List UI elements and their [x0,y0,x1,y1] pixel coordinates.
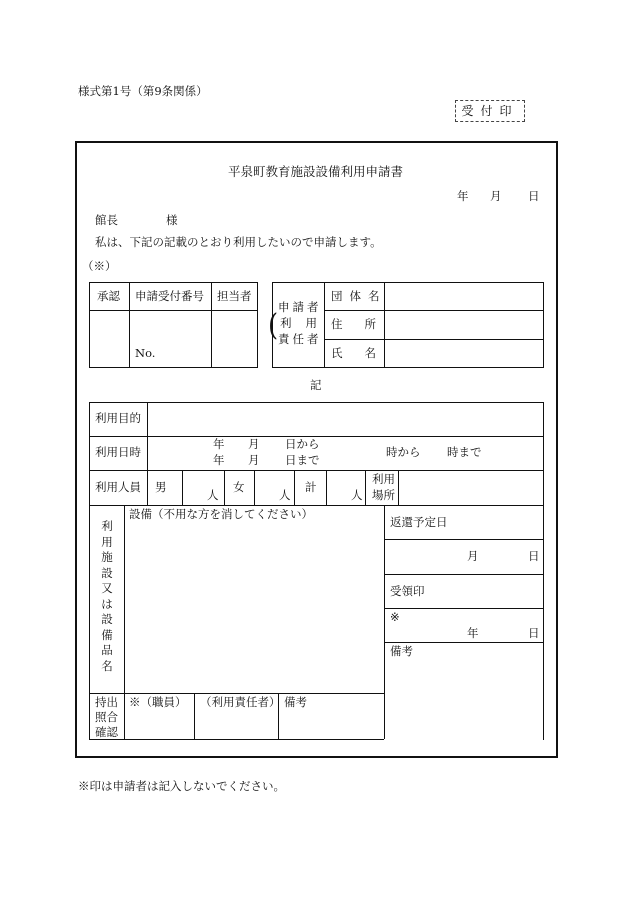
place-label-top: 利用 [372,472,395,486]
form-number: 様式第1号（第9条関係） [78,84,208,98]
facility-label: 利用施設又は設備品名 [101,519,113,673]
female-unit: 人 [279,488,291,502]
female-label: 女 [233,480,245,494]
approval-header: 承認 [97,289,120,303]
date-month-label: 月 [490,189,502,203]
to-month: 月 [248,453,260,467]
name-label: 氏名 [331,346,398,360]
staff-check-label: ※（職員） [129,695,187,709]
remarks-label: 備考 [390,644,413,658]
return-date-label: 返還予定日 [390,515,448,529]
time-from: 時から [386,445,421,459]
carryout-label-3: 確認 [95,725,118,739]
male-unit: 人 [207,488,219,502]
group-name-label: 団体名 [331,289,387,303]
address-label: 住所 [331,317,398,331]
receipt-seal-label: 受領印 [390,584,425,598]
addressee-title: 館長 [95,213,118,227]
carryout-label-1: 持出 [95,695,118,709]
carryout-label-2: 照合 [95,710,118,724]
from-month: 月 [248,437,260,451]
to-year: 年 [213,453,225,467]
equipment-note: 設備（不用な方を消してください） [129,507,313,521]
note-mark: （※） [82,259,117,273]
responsible-person-label: 責任者 [278,332,322,346]
purpose-label: 利用目的 [95,411,141,425]
responsible-check-label: （利用責任者） [200,695,281,709]
receipt-day: 日 [528,626,540,640]
carryout-remarks-label: 備考 [284,695,307,709]
time-to: 時まで [447,445,482,459]
from-day: 日から [285,437,320,451]
place-label-bottom: 場所 [372,488,395,502]
male-label: 男 [155,480,167,494]
datetime-label: 利用日時 [95,445,141,459]
total-label: 計 [305,480,317,494]
receipt-year: 年 [467,626,479,640]
usage-label: 利用 [280,316,331,330]
to-day: 日まで [285,453,320,467]
return-day: 日 [528,549,540,563]
footer-note: ※印は申請者は記入しないでください。 [78,779,285,793]
reception-stamp-box: 受付印 [455,100,525,122]
date-day-label: 日 [528,189,540,203]
receipt-note-mark: ※ [390,610,400,624]
ki-label: 記 [310,378,322,392]
return-month: 月 [467,549,479,563]
people-label: 利用人員 [95,480,141,494]
addressee-suffix: 様 [166,213,178,227]
form-title: 平泉町教育施設設備利用申請書 [228,164,404,179]
receipt-number-header: 申請受付番号 [135,289,204,303]
date-year-label: 年 [457,189,469,203]
staff-in-charge-header: 担当者 [217,289,252,303]
number-label: No. [135,346,156,360]
request-statement: 私は、下記の記載のとおり利用したいので申請します。 [95,235,382,249]
total-unit: 人 [351,488,363,502]
applicant-label: 申請者 [278,300,322,314]
left-paren-mark: ( [268,308,279,344]
from-year: 年 [213,437,225,451]
